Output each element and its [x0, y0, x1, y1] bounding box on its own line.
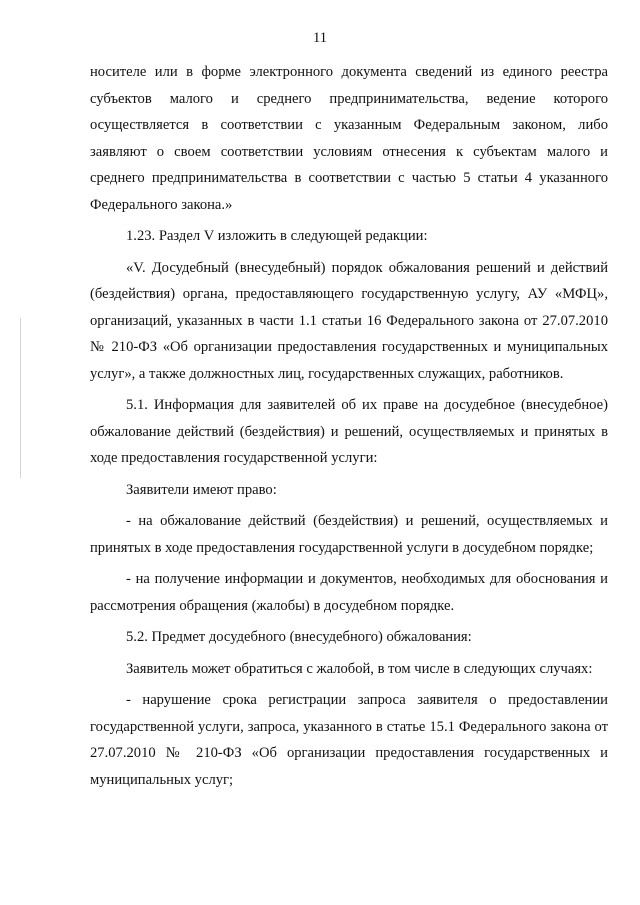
scan-margin-line	[20, 318, 21, 478]
list-item-registration-violation: - нарушение срока регистрации запроса заявителя о предоставлении государственной услуги, запроса, указанного в статье 15.1 Федерального закона от 27.07.2010 № 210-ФЗ «Об организации предоставления государственных и муниципальных услуг;	[90, 692, 608, 788]
paragraph-continuation: носителе или в форме электронного документа сведений из единого реестра субъектов малого и среднего предпринимательства, ведение которого осуществляется в соответствии с указанным Федеральным законом, либо заявляют о своем соответствии условиям отнесения к субъектам малого и среднего предпринимательства в соответствии с частью 5 статьи 4 указанного Федерального закона.»	[90, 64, 608, 213]
paragraph-complaint-cases: Заявитель может обратиться с жалобой, в том числе в следующих случаях:	[126, 660, 593, 677]
paragraph-section-v-title: «V. Досудебный (внесудебный) порядок обжалования решений и действий (бездействия) органа, предоставляющего государственную услугу, АУ «МФЦ», организаций, указанных в части 1.1 статьи 16 Федерального закона от 27.07.2010 № 210-ФЗ «Об организации предоставления государственных и муниципальных услуг», а также должностных лиц, государственных служащих, работников.	[90, 259, 608, 382]
list-item-appeal-right: - на обжалование действий (бездействия) и решений, осуществляемых и принятых в ходе предоставления государственной услуги в досудебном порядке;	[90, 513, 608, 556]
document-body	[90, 59, 608, 793]
page-number: 11	[313, 30, 327, 46]
list-item-information-right: - на получение информации и документов, необходимых для обоснования и рассмотрения обращения (жалобы) в досудебном порядке.	[90, 571, 608, 614]
paragraph-amendment-1-23: 1.23. Раздел V изложить в следующей редакции:	[126, 228, 428, 244]
paragraph-5-2: 5.2. Предмет досудебного (внесудебного) обжалования:	[126, 629, 472, 645]
paragraph-applicants-rights: Заявители имеют право:	[126, 481, 277, 498]
paragraph-5-1: 5.1. Информация для заявителей об их праве на досудебное (внесудебное) обжалование действий (бездействия) и решений, осуществляемых и принятых в ходе предоставления государственной услуги:	[90, 397, 608, 466]
